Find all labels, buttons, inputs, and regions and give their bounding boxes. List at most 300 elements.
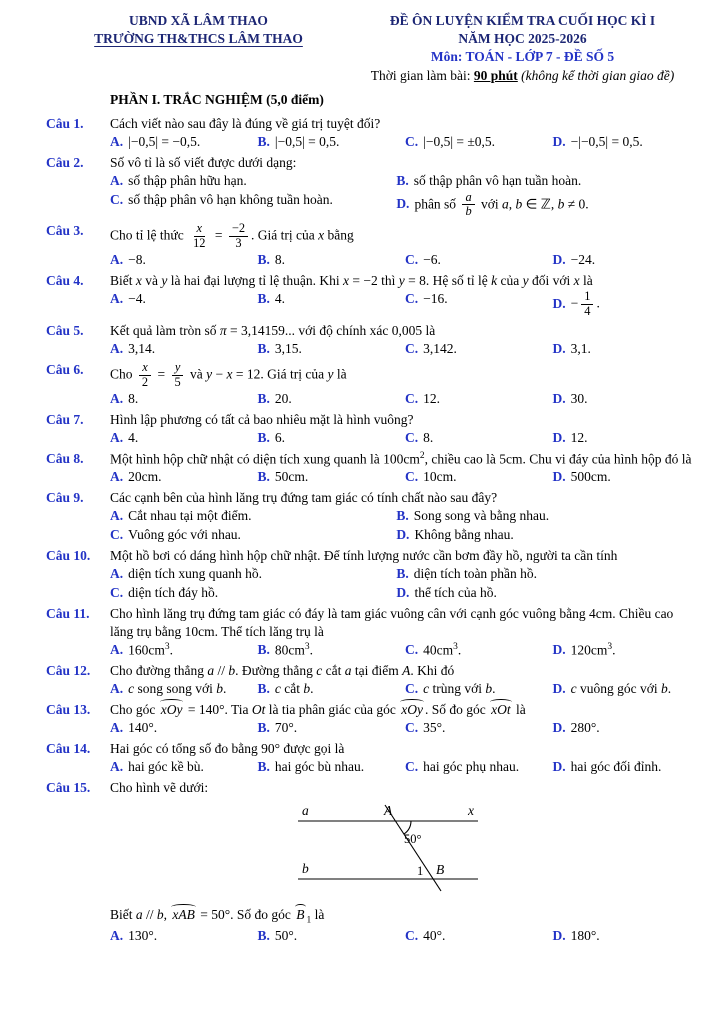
option-text: 3,14.	[128, 340, 156, 356]
option-letter: D.	[552, 340, 566, 356]
option-letter: D.	[396, 584, 410, 600]
option-text: 3,1.	[570, 340, 591, 356]
question-text: Cho $\frac{x}{2}$ = $\frac{y}{5}$ và y − x = 12. Giá trị của y là	[110, 359, 347, 389]
option-letter: A.	[110, 172, 124, 188]
math-variable: x	[318, 227, 325, 243]
exam-subject-line: Môn: TOÁN - LỚP 7 - ĐỀ SỐ 5	[430, 48, 615, 64]
fraction-denominator: 12	[193, 236, 206, 251]
question-number: Câu 10.	[46, 547, 91, 563]
option-letter: D.	[552, 295, 566, 311]
duration-label: Thời gian làm bài:	[370, 67, 474, 83]
answer-option	[110, 526, 390, 544]
question-number: Câu 5.	[46, 322, 84, 338]
figure-label-b: b	[302, 860, 309, 876]
question-4	[46, 272, 694, 319]
fraction-denominator: 4	[584, 304, 591, 319]
option-text: 12.	[570, 429, 588, 445]
question-text: Hai góc có tổng số đo bằng 90° được gọi là	[110, 740, 345, 756]
option-letter: C.	[110, 526, 124, 542]
option-letter: A.	[110, 507, 124, 523]
question-7	[46, 411, 694, 447]
option-text: Song song và bằng nhau.	[413, 507, 550, 523]
math-variable: Ot	[251, 701, 266, 717]
answer-option	[553, 758, 695, 776]
option-text: diện tích đáy hồ.	[128, 584, 219, 600]
options	[110, 133, 694, 151]
answer-option	[110, 584, 390, 602]
option-text: số thập phân hữu hạn.	[128, 172, 247, 188]
option-letter: C.	[405, 429, 419, 445]
option-letter: B.	[257, 642, 270, 658]
option-text: 8.	[128, 390, 139, 406]
answer-option	[110, 719, 252, 737]
math-variable: b	[228, 662, 236, 678]
math-angle-name: B	[296, 906, 305, 922]
answer-option	[110, 565, 390, 583]
math-angle-name: xAB	[172, 906, 195, 922]
option-text: 30.	[570, 390, 588, 406]
math-variable: π	[219, 322, 227, 338]
answer-option	[553, 429, 695, 447]
math-variable: b	[465, 204, 472, 219]
answer-option	[110, 172, 390, 190]
question-text: Hình lập phương có tất cả bao nhiêu mặt là hình vuông?	[110, 411, 414, 427]
option-letter: B.	[257, 758, 270, 774]
option-text: 35°.	[423, 719, 446, 735]
option-letter: A.	[110, 642, 124, 658]
math-superscript: 3	[164, 641, 170, 652]
option-letter: A.	[110, 390, 124, 406]
question-11	[46, 605, 694, 659]
math-fraction	[462, 191, 474, 220]
question-number: Câu 13.	[46, 701, 91, 717]
math-variable: a	[502, 196, 509, 212]
question-content	[110, 115, 694, 151]
answer-option	[110, 133, 252, 151]
option-text: số thập phân vô hạn tuần hoàn.	[413, 172, 582, 188]
math-variable: c	[423, 680, 430, 696]
options	[110, 641, 694, 659]
math-variable: x	[142, 359, 148, 374]
option-text: 4.	[274, 291, 286, 307]
question-6	[46, 361, 694, 408]
fraction-denominator: 3	[235, 236, 242, 251]
question-content	[110, 322, 694, 358]
answer-option	[553, 390, 695, 408]
question-5	[46, 322, 694, 358]
answer-option	[405, 290, 547, 319]
math-variable: b	[156, 906, 164, 922]
answer-option	[553, 251, 695, 269]
answer-option	[110, 290, 252, 319]
option-text: 12.	[423, 390, 440, 406]
answer-option	[405, 390, 547, 408]
answer-option	[110, 191, 390, 220]
figure-label-B: B	[436, 861, 445, 877]
answer-option	[110, 641, 252, 659]
option-letter: C.	[405, 468, 419, 484]
option-text: −24.	[570, 252, 596, 268]
question-content	[110, 605, 694, 659]
option-letter: A.	[110, 927, 124, 943]
question-number: Câu 4.	[46, 273, 84, 289]
exam-duration-line	[351, 67, 694, 85]
math-variable: y	[522, 273, 529, 289]
option-letter: D.	[552, 252, 566, 268]
answer-option	[405, 468, 547, 486]
answer-option	[396, 584, 700, 602]
option-text: 140°.	[128, 719, 158, 735]
option-letter: B.	[257, 340, 270, 356]
math-variable: y	[327, 366, 334, 382]
question-content	[110, 411, 694, 447]
figure-row	[110, 799, 694, 904]
answer-option	[258, 251, 400, 269]
option-letter: C.	[405, 291, 419, 307]
document-header	[46, 12, 694, 85]
option-letter: A.	[110, 468, 124, 484]
option-letter: D.	[552, 468, 566, 484]
math-variable: c	[570, 680, 577, 696]
options	[110, 507, 694, 544]
option-text: c vuông góc với b.	[570, 680, 672, 696]
option-letter: B.	[257, 252, 270, 268]
option-text: Vuông góc với nhau.	[128, 526, 241, 542]
option-letter: D.	[552, 927, 566, 943]
options	[110, 340, 694, 358]
answer-option	[258, 390, 400, 408]
answer-option	[405, 641, 547, 659]
option-text: 280°.	[570, 719, 600, 735]
parallel-lines-diagram	[288, 799, 488, 899]
options	[110, 429, 694, 447]
option-text: c trùng với b.	[423, 680, 496, 696]
option-text: 4.	[128, 429, 139, 445]
answer-option	[110, 251, 252, 269]
option-letter: C.	[110, 584, 124, 600]
option-text: 20.	[274, 390, 292, 406]
exam-title: ĐỀ ÔN LUYỆN KIỂM TRA CUỐI HỌC KÌ I	[389, 13, 656, 28]
question-number: Câu 7.	[46, 411, 84, 427]
question-content	[110, 740, 694, 776]
question-content	[110, 662, 694, 698]
option-text: hai góc bù nhau.	[274, 758, 365, 774]
question-content	[110, 450, 694, 486]
figure-label-x: x	[468, 802, 474, 818]
option-text: c song song với b.	[128, 680, 227, 696]
options	[110, 565, 694, 602]
answer-option	[405, 719, 547, 737]
answer-option	[405, 927, 547, 945]
option-letter: B.	[257, 468, 270, 484]
math-fraction	[190, 222, 208, 251]
question-content	[110, 779, 694, 945]
option-text: hai góc đối đỉnh.	[570, 758, 662, 774]
question-1	[46, 115, 694, 151]
math-variable: k	[491, 273, 498, 289]
question-number: Câu 3.	[46, 223, 84, 239]
option-letter: C.	[405, 680, 419, 696]
math-fraction	[581, 290, 593, 319]
option-text: thể tích của hồ.	[414, 584, 497, 600]
school-name: TRƯỜNG TH&THCS LÂM THAO	[94, 30, 303, 46]
math-superscript: 3	[453, 641, 458, 652]
fraction-numerator: 1	[581, 290, 593, 305]
answer-option	[396, 565, 700, 583]
fraction-denominator	[462, 205, 474, 219]
math-variable: y	[398, 273, 405, 289]
answer-option	[396, 191, 700, 220]
question-text: Cách viết nào sau đây là đúng về giá trị tuyệt đối?	[110, 115, 381, 131]
answer-option	[258, 468, 400, 486]
option-text: 8.	[274, 252, 286, 268]
question-text: Cho tỉ lệ thức $\frac{x}{12}$ = $\frac{-2}{3}$ . Giá trị của x bằng	[110, 221, 354, 251]
question-content	[110, 547, 694, 602]
answer-option	[258, 290, 400, 319]
math-subscript: 1	[306, 915, 312, 926]
answer-option	[258, 680, 400, 698]
option-text: − $\frac{1}{4}$ .	[570, 289, 600, 319]
math-variable: y	[174, 359, 181, 374]
option-letter: B.	[257, 291, 270, 307]
answer-option	[405, 251, 547, 269]
figure-label-a: a	[302, 802, 309, 818]
answer-option	[553, 927, 695, 945]
exam-year: NĂM HỌC 2025-2026	[458, 30, 587, 46]
option-letter: A.	[110, 680, 124, 696]
answer-option	[110, 468, 252, 486]
answer-option	[110, 507, 390, 525]
option-letter: A.	[110, 340, 124, 356]
math-variable: c	[316, 662, 323, 678]
fraction-numerator: −2	[229, 222, 248, 237]
option-letter: B.	[396, 507, 409, 523]
transversal-line	[384, 802, 441, 891]
answer-option	[258, 340, 400, 358]
option-letter: B.	[257, 133, 270, 149]
option-letter: D.	[552, 390, 566, 406]
question-2	[46, 154, 694, 220]
option-text: −4.	[128, 291, 146, 307]
option-letter: A.	[110, 758, 124, 774]
option-text: diện tích xung quanh hồ.	[128, 565, 262, 581]
option-letter: C.	[405, 758, 419, 774]
fraction-numerator	[194, 222, 206, 237]
option-text: −|−0,5| = 0,5.	[570, 133, 643, 149]
question-3	[46, 222, 694, 269]
option-letter: B.	[396, 172, 409, 188]
school-block	[46, 12, 351, 85]
math-variable: a	[207, 662, 215, 678]
school-authority: UBND XÃ LÂM THAO	[129, 13, 268, 28]
math-variable: a	[344, 662, 352, 678]
answer-option	[553, 340, 695, 358]
question-text: Cho đường thẳng a // b. Đường thẳng c cắt a tại điểm A. Khi đó	[110, 662, 455, 678]
option-text: 180°.	[570, 927, 600, 943]
answer-option	[110, 390, 252, 408]
math-angle-name: xOt	[491, 701, 511, 717]
math-variable: x	[573, 273, 580, 289]
option-text: hai góc phụ nhau.	[423, 758, 520, 774]
math-variable: x	[196, 221, 203, 236]
option-letter: C.	[405, 252, 419, 268]
question-number: Câu 14.	[46, 740, 91, 756]
question15-figure	[288, 799, 694, 904]
math-variable: a	[135, 906, 143, 922]
option-text: 500cm.	[570, 468, 611, 484]
answer-option	[553, 290, 695, 319]
question-list	[46, 115, 694, 945]
answer-option	[258, 719, 400, 737]
option-text: $40cm^3$.	[423, 641, 462, 658]
option-letter: D.	[396, 196, 410, 212]
answer-option	[258, 133, 400, 151]
option-text: 130°.	[128, 927, 158, 943]
question-14	[46, 740, 694, 776]
math-angle-name: xOy	[401, 701, 423, 717]
option-text: phân số $\frac{a}{b}$ với a, b ∈ ℤ, b ≠ 0.	[414, 189, 589, 219]
question-12	[46, 662, 694, 698]
option-text: −6.	[423, 252, 441, 268]
option-letter: B.	[396, 565, 409, 581]
question-text: Một hồ bơi có dáng hình hộp chữ nhật. Để tính lượng nước cần bơm đầy hồ, người ta cần tính	[110, 547, 618, 563]
math-variable: a	[465, 189, 472, 204]
answer-option	[405, 429, 547, 447]
answer-option	[553, 468, 695, 486]
option-letter: B.	[257, 429, 270, 445]
math-variable: c	[128, 680, 135, 696]
option-letter: D.	[552, 680, 566, 696]
options	[110, 251, 694, 269]
math-variable: b	[557, 196, 565, 212]
option-text: 10cm.	[423, 468, 457, 484]
question-number: Câu 11.	[46, 605, 90, 621]
option-text: 6.	[274, 429, 286, 445]
option-text: diện tích toàn phần hồ.	[413, 565, 538, 581]
math-superscript: 3	[304, 641, 310, 652]
answer-option	[110, 758, 252, 776]
option-letter: A.	[110, 429, 124, 445]
option-letter: C.	[405, 642, 419, 658]
question-text: Các cạnh bên của hình lăng trụ đứng tam giác có tính chất nào sau đây?	[110, 489, 498, 505]
option-text: |−0,5| = −0,5.	[128, 133, 201, 149]
option-text: 20cm.	[128, 468, 162, 484]
math-variable: x	[343, 273, 350, 289]
figure-angle-value: 50°	[404, 831, 422, 846]
option-letter: B.	[257, 680, 270, 696]
question-10	[46, 547, 694, 602]
duration-value: 90 phút	[473, 67, 518, 83]
fraction-numerator	[462, 191, 474, 206]
option-text: −16.	[423, 291, 448, 307]
answer-option	[396, 526, 700, 544]
option-text: $160cm^3$.	[128, 641, 173, 658]
option-text: $120cm^3$.	[570, 641, 616, 658]
option-text: |−0,5| = ±0,5.	[423, 133, 496, 149]
math-superscript: 3	[607, 641, 613, 652]
question-text: Biết x và y là hai đại lượng tỉ lệ thuận. Khi x = −2 thì y = 8. Hệ số tỉ lệ k của y đối với x là	[110, 273, 593, 289]
option-letter: A.	[110, 565, 124, 581]
option-letter: C.	[405, 390, 419, 406]
option-text: Cắt nhau tại một điểm.	[128, 507, 252, 523]
option-text: số thập phân vô hạn không tuần hoàn.	[128, 191, 333, 207]
answer-option	[553, 641, 695, 659]
math-variable: c	[274, 680, 281, 696]
question-text: Một hình hộp chữ nhật có diện tích xung quanh là $100cm^2$, chiều cao là 5cm. Chu vi đáy của hình hộp đó là	[110, 450, 692, 466]
math-fraction	[171, 361, 183, 390]
options	[110, 927, 694, 945]
answer-option	[110, 927, 252, 945]
math-fraction	[139, 361, 151, 390]
option-text: 70°.	[274, 719, 298, 735]
fraction-denominator: 2	[141, 374, 149, 389]
math-variable: x	[226, 366, 233, 382]
fraction-denominator: 5	[174, 374, 181, 389]
question-content	[110, 701, 694, 737]
math-variable: x	[135, 273, 142, 289]
math-variable: b	[515, 196, 523, 212]
option-letter: D.	[552, 429, 566, 445]
figure-angle-1-label: 1	[417, 863, 424, 878]
option-text: 3,142.	[423, 340, 457, 356]
option-letter: D.	[396, 526, 410, 542]
option-letter: C.	[405, 340, 419, 356]
answer-option	[396, 172, 700, 190]
option-letter: B.	[257, 927, 270, 943]
figure-label-A: A	[384, 802, 393, 818]
option-letter: A.	[110, 719, 124, 735]
question-number: Câu 8.	[46, 450, 84, 466]
option-letter: A.	[110, 133, 124, 149]
option-text: 40°.	[423, 927, 446, 943]
options	[110, 680, 694, 698]
option-letter: A.	[110, 291, 124, 307]
options	[110, 758, 694, 776]
answer-option	[110, 680, 252, 698]
option-letter: C.	[405, 927, 419, 943]
options	[110, 390, 694, 408]
answer-option	[405, 758, 547, 776]
question-number: Câu 6.	[46, 361, 84, 377]
option-letter: B.	[257, 719, 270, 735]
exam-title-block	[351, 12, 694, 85]
question-8	[46, 450, 694, 486]
option-letter: D.	[552, 642, 566, 658]
math-variable: b	[661, 680, 668, 696]
answer-option	[405, 133, 547, 151]
fraction-numerator	[172, 361, 184, 376]
option-text: c cắt b.	[274, 680, 314, 696]
duration-note: (không kể thời gian giao đề)	[517, 67, 675, 83]
math-fraction	[229, 222, 248, 251]
answer-option	[553, 133, 695, 151]
option-text: hai góc kề bù.	[128, 758, 204, 774]
math-superscript: 2	[419, 450, 425, 461]
question-13	[46, 701, 694, 737]
math-variable: y	[161, 273, 168, 289]
option-text: 3,15.	[274, 340, 302, 356]
question-text: Cho hình vẽ dưới:	[110, 779, 209, 795]
question-text: Kết quả làm tròn số π = 3,14159... với độ chính xác 0,005 là	[110, 322, 436, 338]
option-text: $80cm^3$.	[274, 641, 313, 658]
question-content	[110, 272, 694, 319]
option-letter: B.	[257, 390, 270, 406]
answer-option	[258, 758, 400, 776]
option-text: 50cm.	[274, 468, 309, 484]
question-15	[46, 779, 694, 945]
options	[110, 172, 694, 220]
question-text: Biết a // b, xAB = 50°. Số đo góc B $_1$ là	[110, 906, 325, 926]
